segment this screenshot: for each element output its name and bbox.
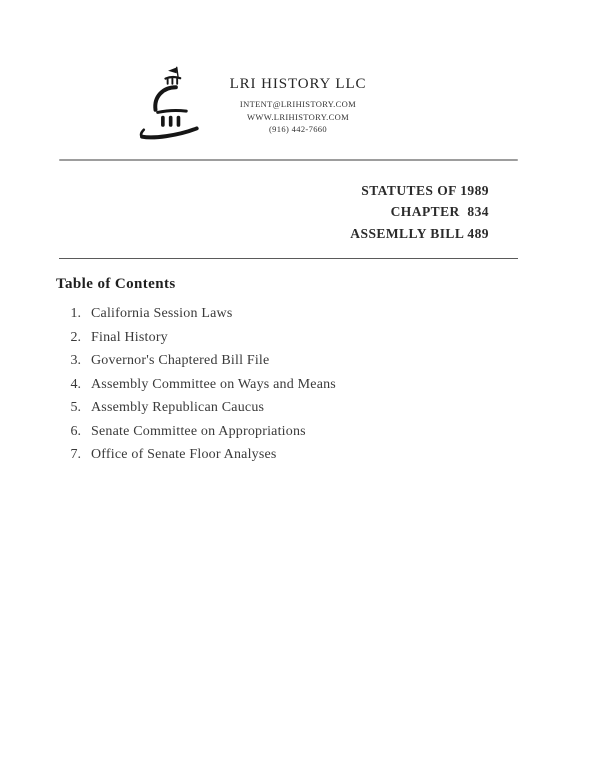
toc-item-office-senate-floor-analyses: [68, 446, 488, 470]
toc-item-label: Assembly Committee on Ways and Means: [91, 376, 336, 392]
contact-block: [178, 98, 418, 136]
logo-flag: [168, 67, 177, 73]
toc-item-label: Senate Committee on Appropriations: [91, 423, 306, 439]
toc-title: Table of Contents: [56, 276, 176, 292]
toc-item-governors-chaptered-bill-file: [68, 352, 488, 376]
toc-item-number: 6.: [70, 423, 81, 439]
phone-line: (916) 442-7660: [268, 124, 328, 135]
toc-item-assembly-committee-ways-means: [68, 376, 488, 400]
website-line: WWW.LRIHISTORY.COM: [246, 111, 349, 122]
toc-item-number: 3.: [70, 353, 81, 368]
toc-item-california-session-laws: [68, 305, 488, 329]
toc-item-senate-committee-appropriations: [68, 423, 488, 447]
toc-item-number: 5.: [70, 400, 81, 415]
top-divider-rule: [59, 159, 518, 161]
toc-item-label: Governor's Chaptered Bill File: [91, 353, 270, 368]
letterhead: [178, 75, 418, 136]
toc-item-number: 4.: [70, 376, 81, 392]
statutes-year-line: STATUTES OF 1989: [361, 183, 489, 198]
toc-item-label: Final History: [91, 329, 168, 345]
email-line: INTENT@LRIHISTORY.COM: [239, 99, 357, 109]
bottom-divider-rule: [59, 258, 518, 259]
toc-item-number: 7.: [70, 447, 81, 462]
toc-item-assembly-republican-caucus: [68, 399, 488, 423]
toc-item-label: Assembly Republican Caucus: [91, 400, 265, 415]
statute-reference-block: [350, 180, 489, 244]
assembly-bill-line: ASSEMLLY BILL 489: [350, 225, 489, 241]
chapter-line: CHAPTER 834: [390, 204, 489, 220]
toc-item-number: 2.: [70, 329, 81, 345]
toc-item-final-history: [68, 329, 488, 353]
toc-item-label: California Session Laws: [91, 306, 233, 321]
toc-list: [68, 305, 488, 470]
toc-item-number: 1.: [70, 306, 81, 321]
company-name: LRI HISTORY LLC: [229, 76, 367, 92]
toc-item-label: Office of Senate Floor Analyses: [91, 447, 277, 462]
